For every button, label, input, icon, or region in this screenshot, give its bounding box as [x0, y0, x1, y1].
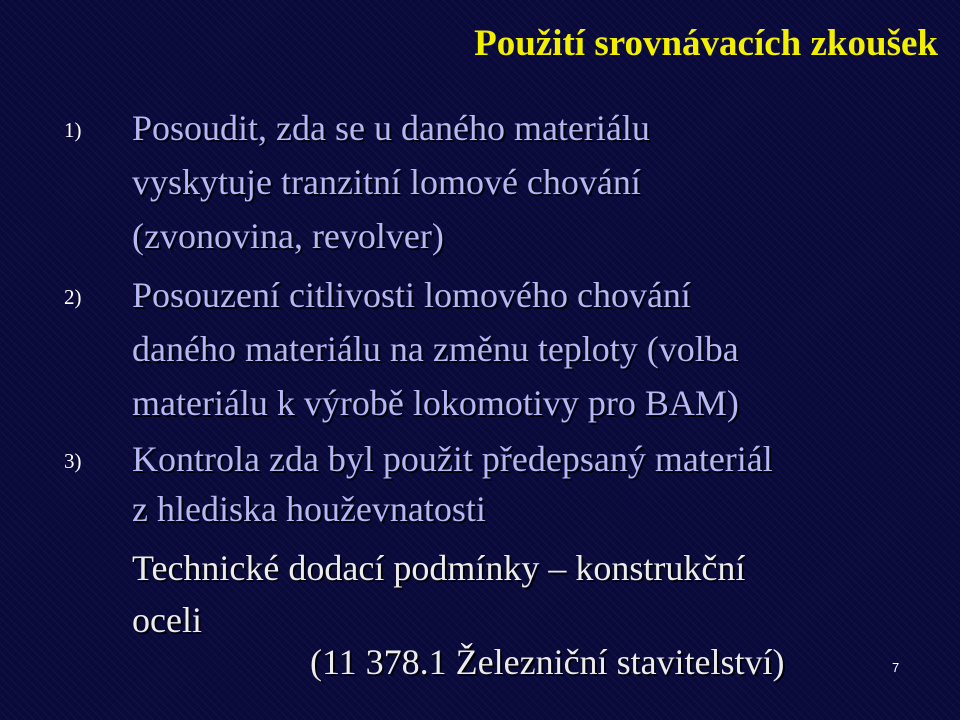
item-text-line: vyskytuje tranzitní lomové chování: [132, 162, 641, 202]
item-number: 3): [64, 449, 82, 473]
item-number: 1): [64, 118, 82, 142]
technical-conditions-line: oceli: [132, 600, 202, 640]
technical-conditions-line: Technické dodací podmínky – konstrukční: [132, 548, 746, 588]
item-text-line: (zvonovina, revolver): [132, 216, 444, 256]
item-text-line: materiálu k výrobě lokomotivy pro BAM): [132, 383, 739, 423]
item-text-line: Posoudit, zda se u daného materiálu: [132, 108, 650, 148]
slide-title: Použití srovnávacích zkoušek: [474, 23, 938, 64]
item-number: 2): [64, 285, 82, 309]
item-text-line: z hlediska houževnatosti: [132, 489, 486, 529]
standard-reference: (11 378.1 Železniční stavitelství): [310, 642, 785, 682]
page-number: 7: [892, 660, 900, 675]
item-text-line: daného materiálu na změnu teploty (volba: [132, 329, 739, 369]
item-text-line: Kontrola zda byl použit předepsaný materiál: [132, 439, 773, 479]
item-text-line: Posouzení citlivosti lomového chování: [132, 275, 691, 315]
